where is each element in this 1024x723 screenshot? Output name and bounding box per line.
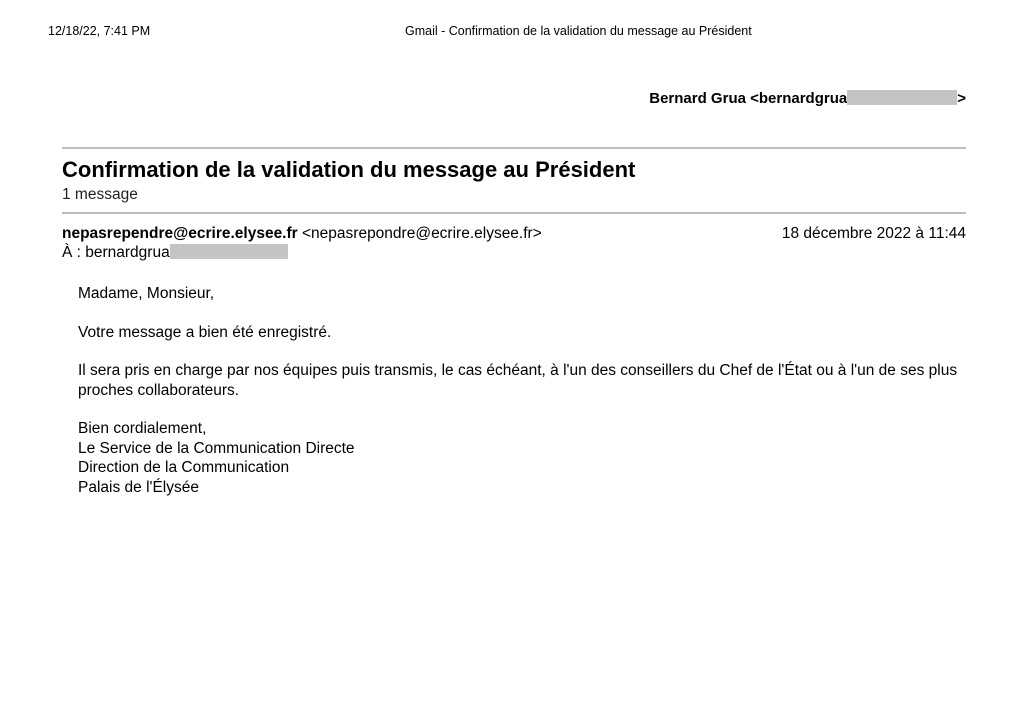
recipient-line (62, 244, 288, 262)
print-datetime: 12/18/22, 7:41 PM (48, 24, 151, 38)
signature-line: Direction de la Communication (78, 459, 290, 476)
sender-name: nepasrependre@ecrire.elysee.fr (62, 225, 298, 242)
sender-line (62, 225, 542, 243)
account-suffix: > (957, 90, 966, 107)
signature-line: Le Service de la Communication Directe (78, 439, 355, 457)
message-date: 18 décembre 2022 à 11:44 (781, 225, 966, 242)
message-count: 1 message (62, 186, 138, 203)
body-paragraph: Il sera pris en charge par nos équipes puis transmis, le cas échéant, à l'un des conseillers du Chef de l'État ou à l'un de ses plus proches collaborateurs. (78, 362, 958, 399)
recipient-label: À : bernardgrua (62, 244, 170, 261)
print-header (0, 24, 1024, 40)
redaction-box (847, 90, 957, 105)
account-identity (649, 90, 966, 107)
thread-subject: Confirmation de la validation du message au Président (62, 157, 636, 182)
signature-line: Palais de l'Élysée (78, 478, 199, 496)
redaction-box (170, 244, 288, 259)
divider (62, 147, 966, 149)
message-body (78, 284, 958, 516)
sender-email: <nepasrepondre@ecrire.elysee.fr> (302, 225, 542, 242)
print-page-title: Gmail - Confirmation de la validation du message au Président (405, 24, 752, 38)
signature (78, 419, 958, 497)
body-paragraph: Votre message a bien été enregistré. (78, 323, 332, 341)
divider (62, 212, 966, 214)
greeting: Madame, Monsieur, (78, 285, 215, 302)
account-label: Bernard Grua <bernardgrua (649, 90, 848, 107)
signature-line: Bien cordialement, (78, 420, 207, 437)
